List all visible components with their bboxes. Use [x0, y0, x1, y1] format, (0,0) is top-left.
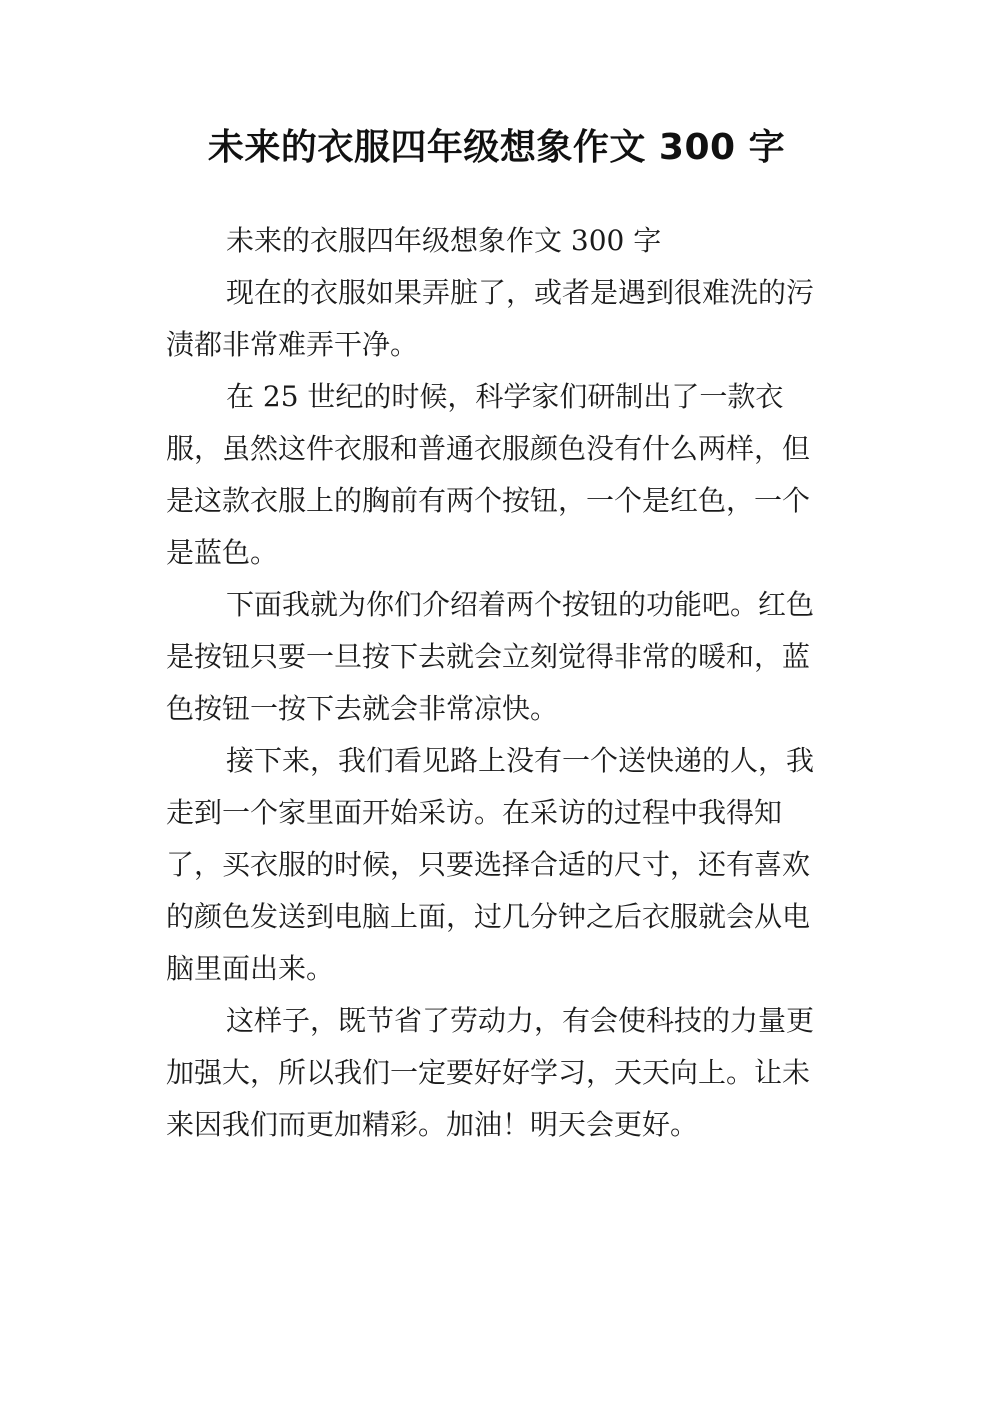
paragraph: 未来的衣服四年级想象作文 300 字	[226, 224, 662, 257]
paragraph: 下面我就为你们介绍着两个按钮的功能吧。红色是按钮只要一旦按下去就会立刻觉得非常的暖和，蓝色按钮一按下去就会非常凉快。	[166, 588, 815, 725]
paragraph: 接下来，我们看见路上没有一个送快递的人，我走到一个家里面开始采访。在采访的过程中我得知了，买衣服的时候，只要选择合适的尺寸，还有喜欢的颜色发送到电脑上面，过几分钟之后衣服就会从电脑里面出来。	[166, 744, 815, 985]
document-title: 未来的衣服四年级想象作文 300 字	[207, 127, 786, 168]
document-body	[166, 215, 834, 1151]
paragraph: 这样子，既节省了劳动力，有会使科技的力量更加强大，所以我们一定要好好学习，天天向上。让未来因我们而更加精彩。加油！明天会更好。	[166, 1004, 815, 1141]
paragraph: 现在的衣服如果弄脏了，或者是遇到很难洗的污渍都非常难弄干净。	[166, 276, 815, 361]
paragraph: 在 25 世纪的时候，科学家们研制出了一款衣服，虽然这件衣服和普通衣服颜色没有什么两样，但是这款衣服上的胸前有两个按钮，一个是红色，一个是蓝色。	[166, 380, 811, 569]
